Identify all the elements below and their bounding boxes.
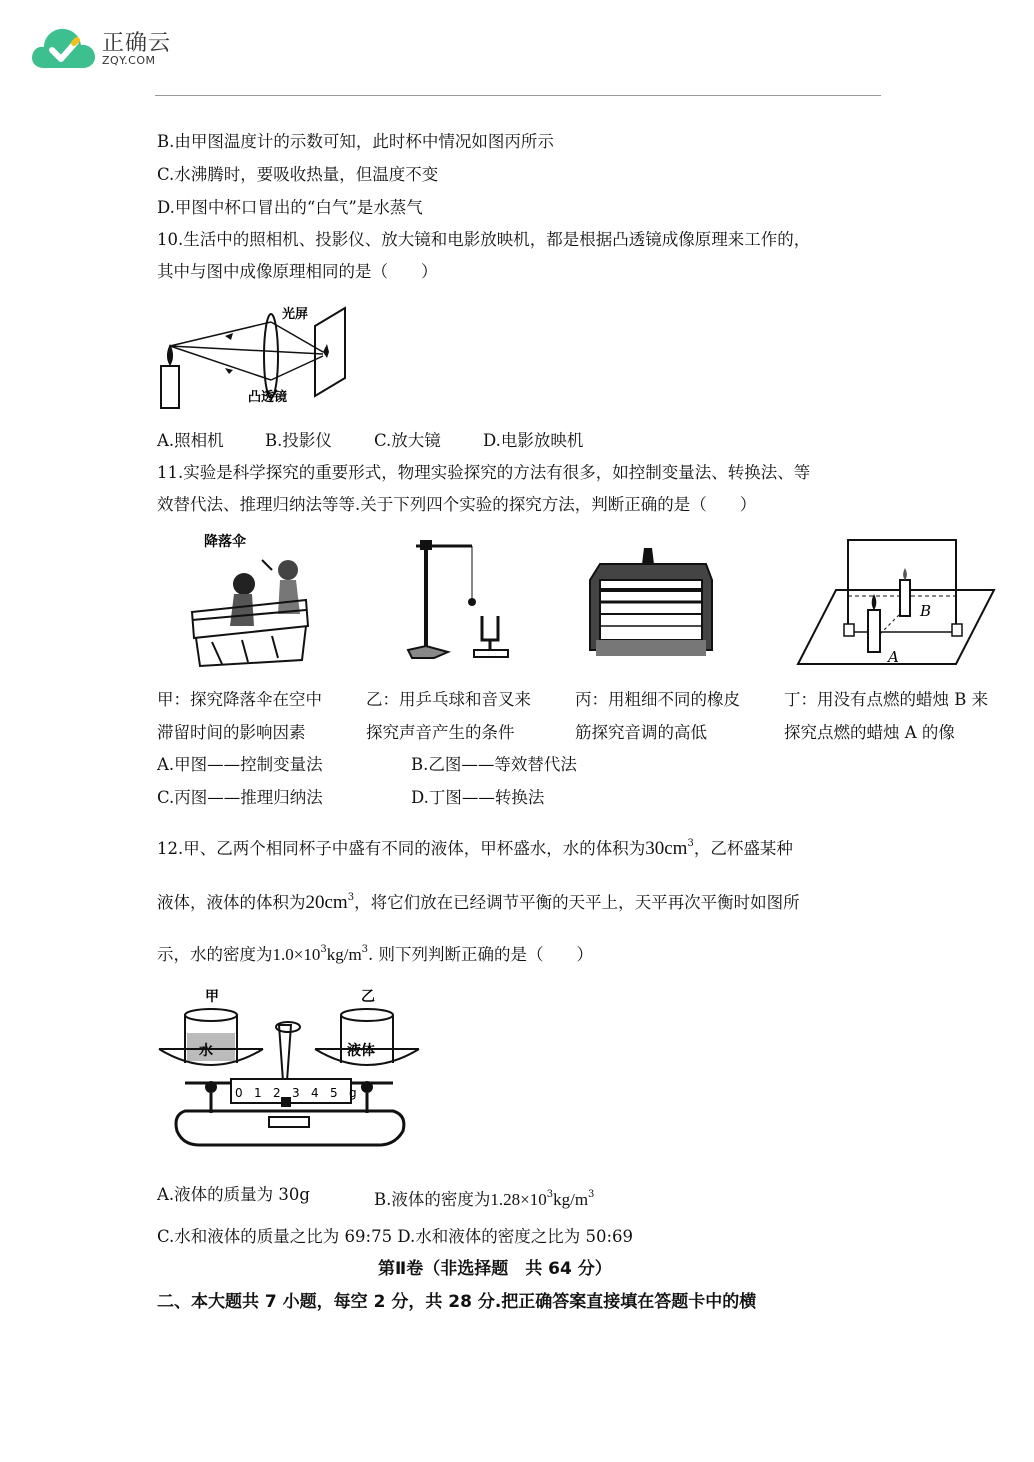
q11-caption-bing-1: 丙：用粗细不同的橡皮 xyxy=(575,690,740,709)
q11-caption-yi-2: 探究声音产生的条件 xyxy=(366,723,515,742)
logo-text: 正确云 xyxy=(102,31,172,56)
q12-text: ，乙杯盛某种 xyxy=(693,839,793,858)
q11-label-a: A xyxy=(888,648,899,666)
q12-text: 液体，液体的体积为 xyxy=(157,893,306,912)
q11-caption-ding-2: 探究点燃的蜡烛 A 的像 xyxy=(784,723,955,742)
q12-option-a: A.液体的质量为 30g xyxy=(157,1185,310,1204)
q12-exponent: 3 xyxy=(687,838,694,849)
scale-tick-label: 1 xyxy=(254,1086,262,1100)
scale-tick-label: g xyxy=(349,1086,357,1100)
q12-stem-line1 xyxy=(157,833,793,860)
q11-caption-jia-2: 滞留时间的影响因素 xyxy=(157,723,306,742)
q12-exponent: 3 xyxy=(361,944,369,955)
scale-tick-label: 0 xyxy=(235,1086,243,1100)
q12-exponent: 3 xyxy=(546,1189,554,1200)
q12-option-b xyxy=(374,1184,594,1211)
q12-text: ，将它们放在已经调节平衡的天平上，天平再次平衡时如图所 xyxy=(354,893,800,912)
scale-tick-label: 2 xyxy=(273,1086,281,1100)
q11-fig-candle-mirror xyxy=(796,538,996,668)
q11-fig-rubber-bands xyxy=(586,540,716,665)
q10-option-b: B.投影仪 xyxy=(265,431,332,450)
q12-label-jia: 甲 xyxy=(205,989,219,1005)
q12-option-b-text: B.液体的密度为 xyxy=(374,1190,491,1209)
q12-value: 1.0×10 xyxy=(272,945,321,964)
scale-tick-label: 3 xyxy=(292,1086,300,1100)
q12-balance-figure xyxy=(155,985,425,1155)
q10-stem-line1: 10.生活中的照相机、投影仪、放大镜和电影放映机，都是根据凸透镜成像原理来工作的， xyxy=(157,230,811,249)
q12-option-cd: C.水和液体的质量之比为 69:75 D.水和液体的密度之比为 50:69 xyxy=(157,1227,634,1246)
q11-stem-line1: 11.实验是科学探究的重要形式，物理实验探究的方法有很多，如控制变量法、转换法、等 xyxy=(157,463,811,482)
q12-text: . 则下列判断正确的是（ ） xyxy=(368,945,594,964)
q11-option-b: B.乙图——等效替代法 xyxy=(411,755,577,774)
q12-value: 30cm xyxy=(645,838,688,859)
logo-domain: ZQY.COM xyxy=(102,54,156,67)
q12-stem-line3 xyxy=(157,939,593,966)
cloud-check-icon xyxy=(30,22,98,72)
part2-section-heading: 二、本大题共 7 小题，每空 2 分，共 28 分.把正确答案直接填在答题卡中的横 xyxy=(157,1292,757,1312)
q10-option-c: C.放大镜 xyxy=(374,431,441,450)
scale-tick-label: 5 xyxy=(330,1086,338,1100)
q12-option-b-unit: kg/m xyxy=(553,1190,589,1209)
q9-option-d: D.甲图中杯口冒出的“白气”是水蒸气 xyxy=(157,198,423,217)
q10-label-screen: 光屏 xyxy=(282,307,309,322)
q11-option-c: C.丙图——推理归纳法 xyxy=(157,788,323,807)
q12-unit: kg/m xyxy=(326,945,362,964)
q12-exponent: 3 xyxy=(347,892,355,903)
q11-label-b: B xyxy=(920,602,932,620)
q10-label-lens: 凸透镜 xyxy=(248,390,288,405)
q11-label-parachute: 降落伞 xyxy=(204,534,246,550)
q11-caption-jia-1: 甲：探究降落伞在空中 xyxy=(157,690,322,709)
logo xyxy=(30,22,190,74)
q10-option-a: A.照相机 xyxy=(157,431,224,450)
q12-label-yi: 乙 xyxy=(361,989,375,1005)
q11-fig-parachute xyxy=(182,530,312,670)
q11-caption-ding-1: 丁：用没有点燃的蜡烛 B 来 xyxy=(784,690,989,709)
q12-label-water: 水 xyxy=(199,1043,213,1059)
part2-title: 第Ⅱ卷（非选择题 共 64 分） xyxy=(378,1259,612,1279)
q12-value: 20cm xyxy=(305,892,348,913)
q9-option-c: C.水沸腾时，要吸收热量，但温度不变 xyxy=(157,165,439,184)
q10-stem-line2: 其中与图中成像原理相同的是（ ） xyxy=(157,262,438,281)
q12-option-b-value: 1.28×10 xyxy=(490,1190,547,1209)
header-divider xyxy=(155,95,881,96)
q11-caption-bing-2: 筋探究音调的高低 xyxy=(575,723,707,742)
q10-lens-figure xyxy=(155,300,355,412)
q12-label-liquid: 液体 xyxy=(347,1043,375,1059)
q11-caption-yi-1: 乙：用乒乓球和音叉来 xyxy=(366,690,531,709)
scale-tick-label: 4 xyxy=(311,1086,319,1100)
q11-fig-tuning-fork xyxy=(398,530,528,670)
q10-option-d: D.电影放映机 xyxy=(483,431,584,450)
q12-text: 12.甲、乙两个相同杯子中盛有不同的液体，甲杯盛水，水的体积为 xyxy=(157,839,646,858)
q12-text: 示，水的密度为 xyxy=(157,945,273,964)
q11-option-d: D.丁图——转换法 xyxy=(411,788,545,807)
q12-exponent: 3 xyxy=(320,944,327,955)
q12-stem-line2 xyxy=(157,887,800,914)
q11-stem-line2: 效替代法、推理归纳法等等.关于下列四个实验的探究方法，判断正确的是（ ） xyxy=(157,495,757,514)
q12-exponent: 3 xyxy=(588,1189,595,1200)
q11-option-a: A.甲图——控制变量法 xyxy=(157,755,323,774)
q9-option-b: B.由甲图温度计的示数可知，此时杯中情况如图丙所示 xyxy=(157,132,554,151)
